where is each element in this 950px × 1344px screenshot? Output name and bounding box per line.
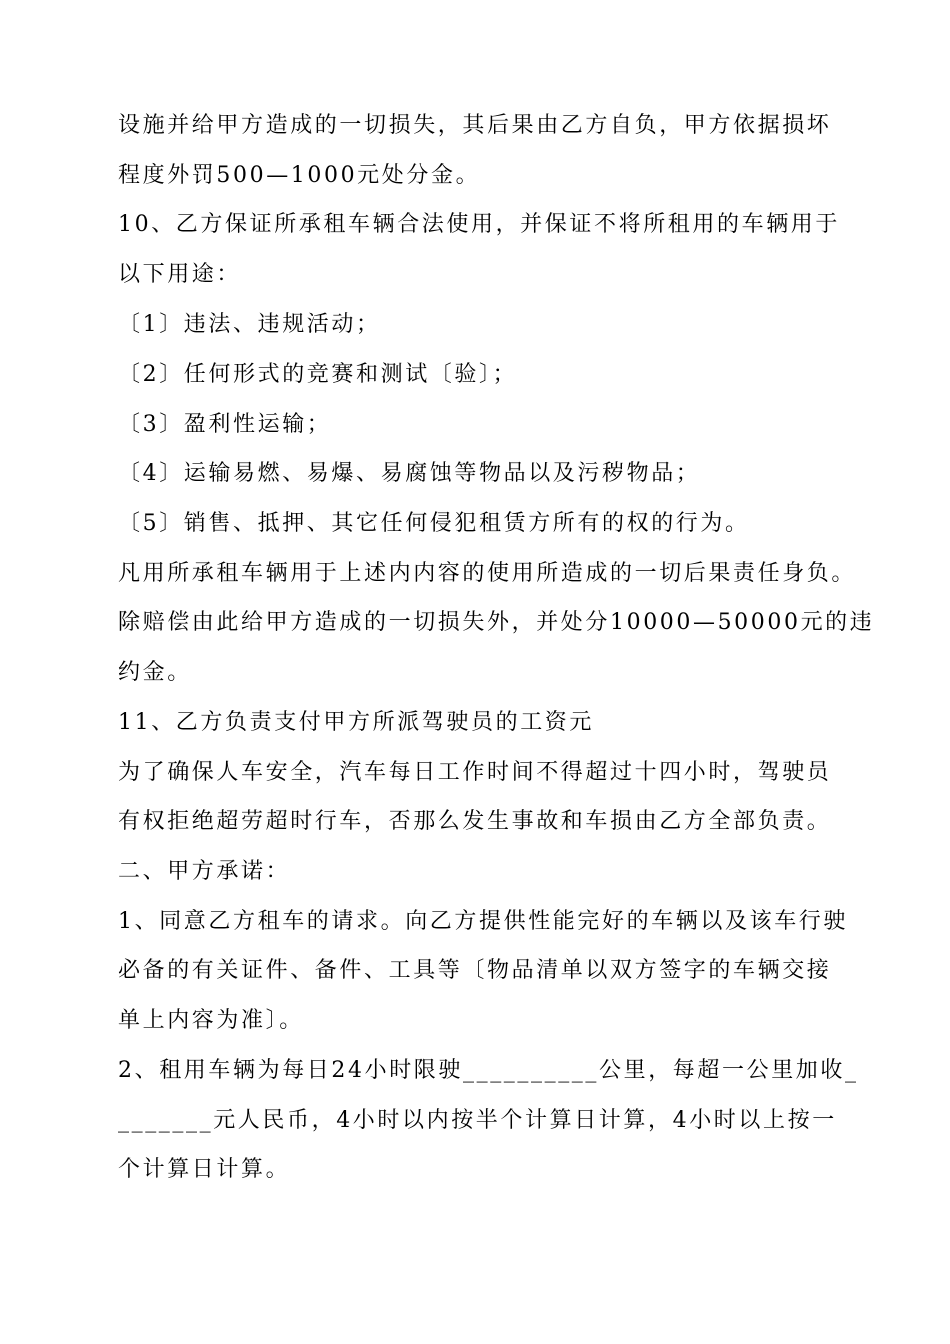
- text-line: 必备的有关证件、备件、工具等〔物品清单以双方签字的车辆交接: [118, 958, 832, 983]
- list-item: 〔2〕任何形式的竞赛和测试〔验〕；: [118, 362, 518, 387]
- text-line: 10、乙方保证所承租车辆合法使用，并保证不将所租用的车辆用于: [118, 212, 840, 237]
- text-line: 11、乙方负责支付甲方所派驾驶员的工资元: [118, 710, 594, 735]
- text-line: 设施并给甲方造成的一切损失，其后果由乙方自负，甲方依据损坏: [118, 113, 832, 138]
- text-line: 以下用途：: [118, 262, 242, 287]
- list-item: 〔4〕运输易燃、易爆、易腐蚀等物品以及污秽物品；: [118, 461, 701, 486]
- text-line: 2、租用车辆为每日24小时限驶__________公里，每超一公里加收_: [118, 1058, 859, 1083]
- text-line: 个计算日计算。: [118, 1157, 291, 1182]
- text-line: 程度外罚500—1000元处分金。: [118, 163, 481, 188]
- text-line: _______元人民币，4小时以内按半个计算日计算，4小时以上按一: [118, 1108, 837, 1133]
- text-line: 为了确保人车安全，汽车每日工作时间不得超过十四小时，驾驶员: [118, 760, 832, 785]
- list-item: 〔1〕违法、违规活动；: [118, 312, 381, 337]
- text-line: 有权拒绝超劳超时行车，否那么发生事故和车损由乙方全部负责。: [118, 809, 832, 834]
- text-line: 除赔偿由此给甲方造成的一切损失外，并处分10000—50000元的违: [118, 610, 875, 635]
- text-line: 约金。: [118, 660, 192, 685]
- text-line: 1、同意乙方租车的请求。向乙方提供性能完好的车辆以及该车行驶: [118, 909, 848, 934]
- list-item: 〔5〕销售、抵押、其它任何侵犯租赁方所有的权的行为。: [118, 511, 750, 536]
- list-item: 〔3〕盈利性运输；: [118, 412, 332, 437]
- section-heading: 二、甲方承诺：: [118, 859, 291, 884]
- text-line: 单上内容为准〕。: [118, 1008, 304, 1033]
- text-line: 凡用所承租车辆用于上述内内容的使用所造成的一切后果责任身负。: [118, 561, 857, 586]
